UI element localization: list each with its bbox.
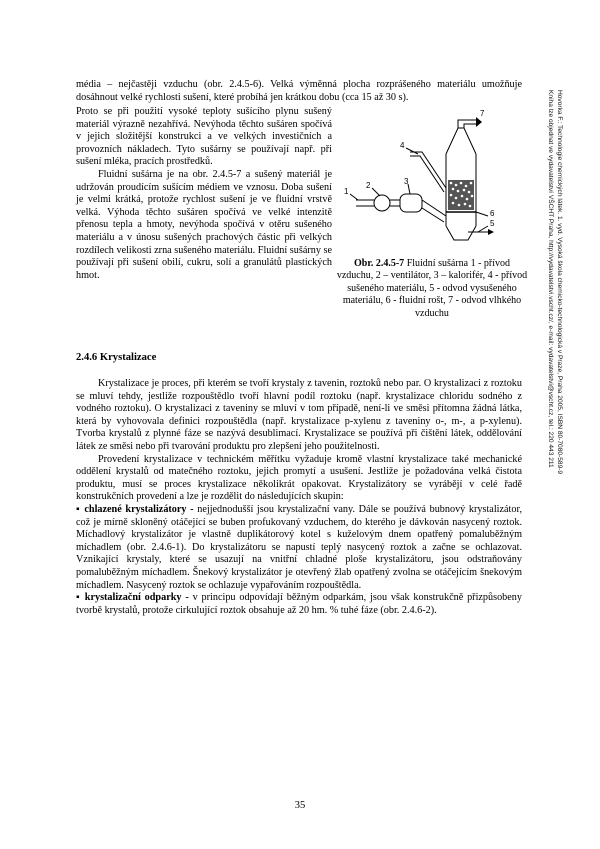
left-column [76,106,332,282]
crystallization-intro: Krystalizace je proces, při kterém se tvoří krystaly z tavenin, roztoků nebo par. O krystalizaci z roztoku se mluví tehdy, jestliže rozpouštědlo tvoří hlavní podíl roztoku (např. krystalizace chloridu sodného z vodného roztoku). O krystalizaci z taveniny se mluví v tom případě, není-li ve směsi přítomna žádná látka, která by vyhovovala definici rozpouštědla (např. krystalizace p-xylenu z taveniny o-, m-, a p-xylenu). Tvorba krystalů z plynné fáze se nazývá desublimací. Krystalizace se používá při čištění látek, oddělování látek ze směsi nebo při tvarování produktu pro zlepšení jeho použitelnosti. [76,378,522,452]
page-number: 35 [294,800,306,811]
bullet-evaporators [76,592,522,617]
label-4: 4 [400,141,405,150]
fluid-dryer-figure [338,108,526,254]
label-5: 5 [490,219,495,228]
label-2: 2 [366,181,371,190]
figure-caption [336,258,528,320]
label-6: 6 [490,209,495,218]
intro-continuation: Proto se při použití vysoké teploty sušícího plynu sušený materiál výrazně nezahřívá. Nevýhoda těchto sušáren spočívá v jejich složitější konstrukci a ve velkých investičních a provozních nákladech. Tyto sušárny se používají např. při sušení mléka, pracích prostředků. [76,106,332,168]
label-1: 1 [344,187,349,196]
bullet-evaporators-label: ▪ krystalizační odparky - [76,592,189,604]
side-note-line-2: Kniha lze objednat ve vydavatelství VŠCHT Praha, http://vydavatelstvi.vscht.cz/, e-mail: vydavatelstvi@vscht.cz, tel.: 220 443 211 [547,90,554,468]
crystallization-practice: Provedení krystalizace v technickém měřítku vyžaduje kromě vlastní krystalizace také mechanické oddělení krystalů od matečného roztoku, jejich promytí a usušení. Jestliže je požadována velká čistota produktu, musí se proces krystalizace několikrát opakovat. Krystalizátory se vyrábějí v celé řadě konstrukčních provedení a lze je rozdělit do následujících skupin: [76,453,522,503]
intro-paragraph [76,79,522,104]
section-heading: 2.4.6 Krystalizace [76,352,157,363]
bullet-cooled [76,504,522,592]
label-3: 3 [404,177,409,186]
bullet-evaporators-text: v principu odpovídají běžným odparkám, jsou však konstrukčně přizpůsobeny tvorbě krystalů, protože cirkulující roztok obsahuje až 20 hm. % tuhé fáze (obr. 2.4.6-2). [76,592,522,616]
label-7: 7 [480,109,485,118]
caption-text: Fluidní sušárna 1 - přívod vzduchu, 2 – ventilátor, 3 – kalorifér, 4 - přívod sušeného materiálu, 5 - odvod vysušeného materiálu, 6 - fluidní rošt, 7 - odvod vlhkého vzduchu [336,258,528,319]
caption-number: Obr. 2.4.5-7 [353,258,405,269]
bullet-cooled-text: nejjednodušší jsou krystalizační vany. Dále se používá bubnový krystalizátor, což je mírně skloněný otáčející se buben profukovaný vzduchem, do kterého je dávkován nasycený roztok. Míchadlový krystalizátor je vlastně duplikátorový kotel s kuželovým dnem opatřený pomaluběžným míchadlem (obr. 2.4.6-1). Do krystalizátoru se napustí teplý nasycený roztok a začne se ochlazovat. Vznikající krystaly, které se usazují na vnitřní chladné ploše krystalizátoru, jsou odstraňovány pomaluběžným míchadlem. Šnekový krystalizátor je otevřený žlab opatřený zvolna se otáčejícím šnekovým míchadlem. Nasycený roztok se ochlazuje vypařováním rozpouštědla. [76,503,522,591]
side-note [546,90,564,680]
intro-text: média – nejčastěji vzduchu (obr. 2.4.5-6). Velká výměnná plocha rozprášeného materiálu umožňuje dosáhnout velké rychlosti sušení, které probíhá jen krátkou dobu (cca 15 až 30 s). [76,79,522,103]
section-body [76,378,522,617]
fluid-dryer-paragraph: Fluidní sušárna je na obr. 2.4.5-7 a sušený materiál je udržován proudícím sušícím médiem ve vznosu. Doba sušení je velmi krátká, protože rychlost sušení je ve fluidní vrstvě velká. Výhoda těchto sušáren spočívá ve velké intenzitě přenosu tepla a hmoty, nevýhoda spočívá v otěru sušeného materiálu a v únosu sušených prachových částic při velkých rozdílech velikosti zrna sušeného materiálu. Fluidní sušárny se používají při sušení obilí, cukru, solí a granulátů plastických hmot. [76,168,332,281]
bullet-cooled-label: ▪ chlazené krystalizátory - [76,503,194,515]
side-note-line-1: Hovorka F.: Technologie chemických látek. 1. vyd. Vysoká škola chemicko-technologická v Praze, Praha 2005, ISBN 80-7080-589-9 [556,90,563,475]
fluid-dryer-diagram [338,108,526,254]
